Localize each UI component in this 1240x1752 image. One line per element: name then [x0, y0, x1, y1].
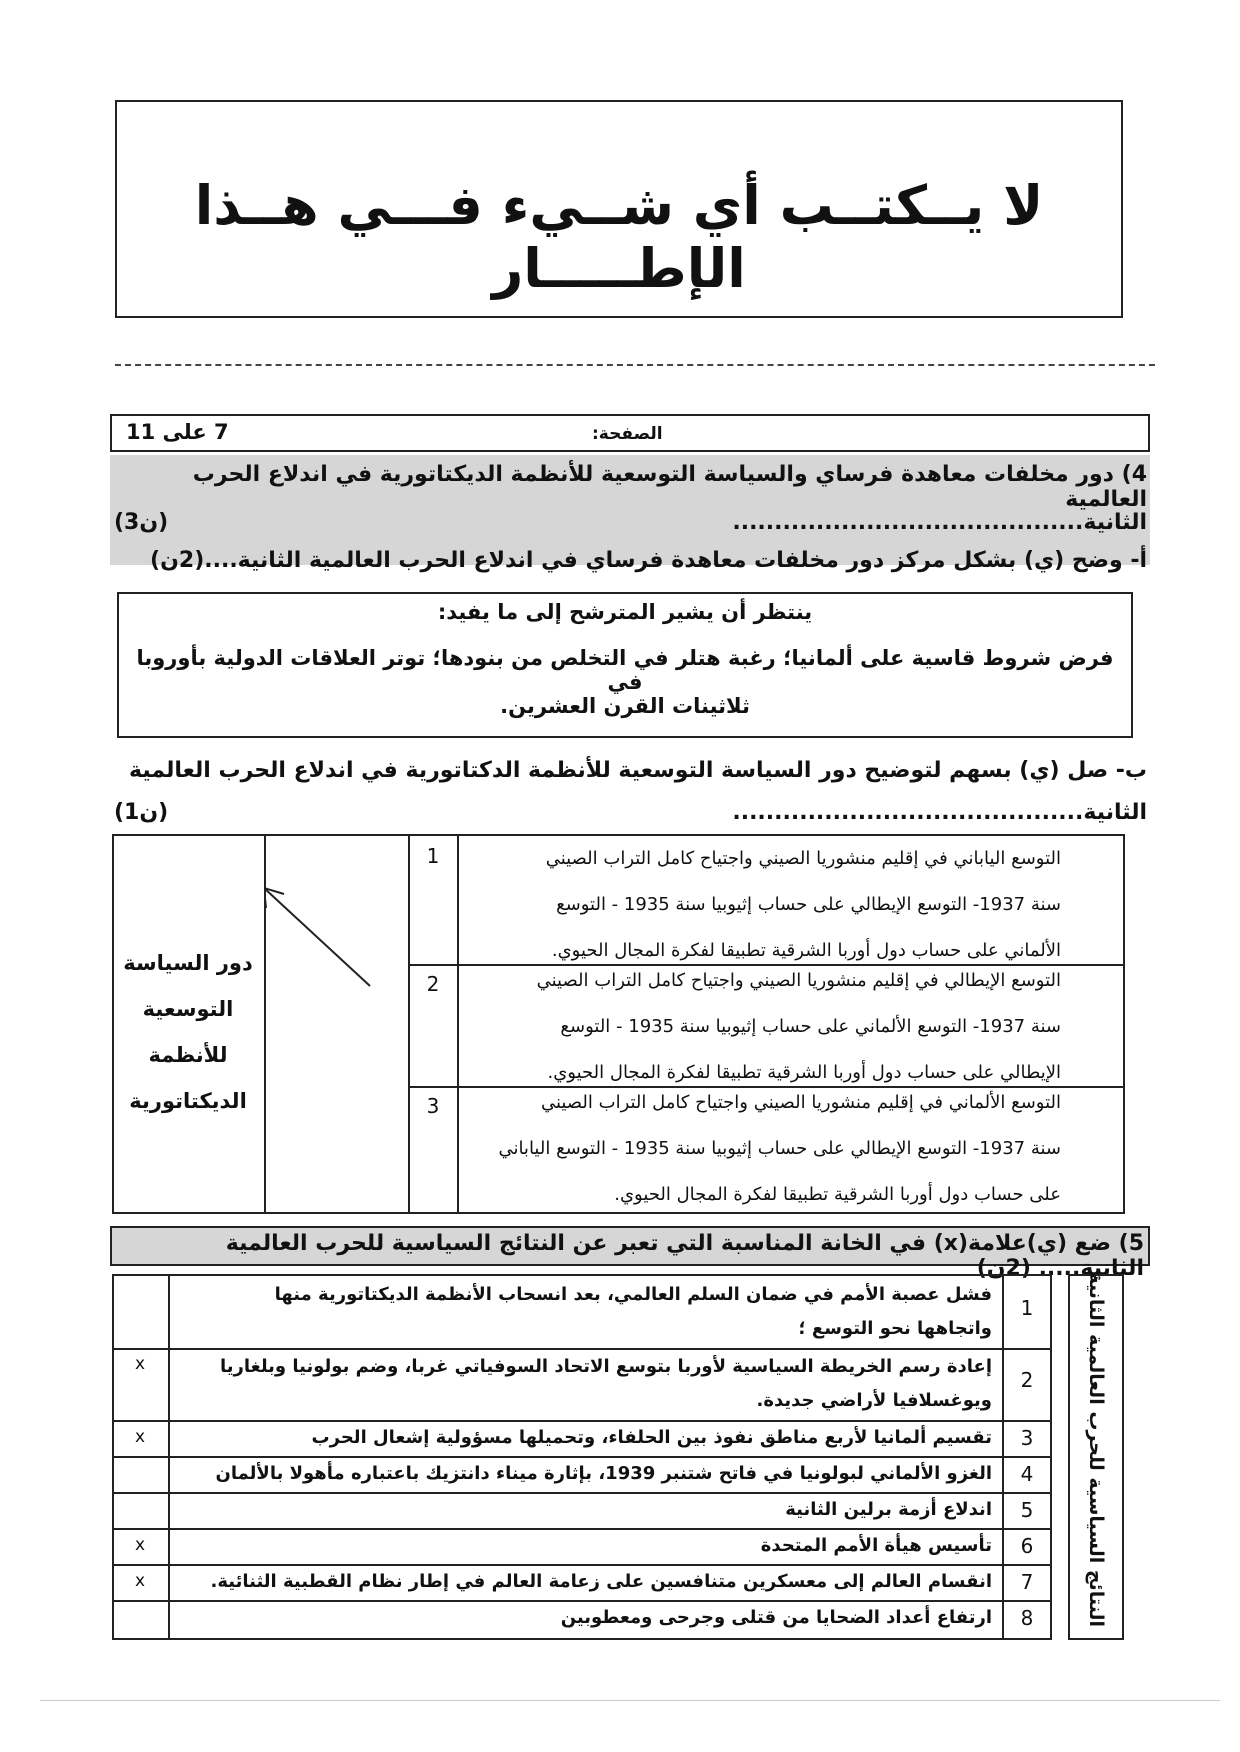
result-mark-cell[interactable]: x — [134, 1571, 146, 1591]
q4-points: (3ن) — [114, 510, 169, 535]
page-number: 7 على 11 — [126, 420, 229, 444]
row-divider — [114, 1456, 1050, 1458]
row-divider — [114, 1420, 1050, 1422]
match-row-number: 1 — [426, 844, 440, 868]
role-label: دور السياسة التوسعية للأنظمة الديكتاتورية — [123, 951, 253, 1113]
q4-part-b-points: (1ن) — [114, 800, 169, 825]
result-row-number: 2 — [1020, 1368, 1034, 1392]
result-row-text: انقسام العالم إلى معسكرين متنافسين على زعامة العالم في إطار نظام القطبية الثنائية. — [210, 1571, 992, 1592]
result-row-text: فشل عصبة الأمم في ضمان السلم العالمي، بعد انسحاب الأنظمة الديكتاتورية منها واتجاهها نحو التوسع ؛ — [274, 1284, 992, 1339]
result-row-text: إعادة رسم الخريطة السياسية لأوربا بتوسع الاتحاد السوفياتي غربا، وضم بولونيا وبلغاريا ويوغسلافيا لأراضي جديدة. — [220, 1356, 992, 1411]
match-row-text: التوسع الياباني في إقليم منشوريا الصيني واجتياح كامل التراب الصيني سنة 1937- التوسع الإيطالي على حساب إثيوبيا سنة 1935 - التوسع الألماني على حساب دول أوربا الشرقية تطبيقا لفكرة المجال الحيوي. — [545, 848, 1061, 961]
result-row-text: ارتفاع أعداد الضحايا من قتلى وجرحى ومعطوبين — [560, 1607, 992, 1628]
results-side-label: النتائج السياسية للحرب العالمية الثانية — [1085, 1272, 1107, 1627]
row-divider — [114, 1564, 1050, 1566]
q4-title-cont: الثانية.......................................... — [732, 510, 1147, 535]
q4-part-b-cont: الثانية.......................................... — [732, 800, 1147, 825]
result-row-number: 6 — [1020, 1534, 1034, 1558]
page-label: الصفحة: — [592, 424, 663, 444]
result-row-text: اندلاع أزمة برلين الثانية — [785, 1499, 992, 1520]
answer-text: فرض شروط قاسية على ألمانيا؛ رغبة هتلر في التخلص من بنودها؛ توتر العلاقات الدولية بأوروبا في — [136, 646, 1114, 694]
match-row-number: 2 — [426, 972, 440, 996]
result-row-number: 1 — [1020, 1296, 1034, 1320]
result-row-number: 8 — [1020, 1606, 1034, 1630]
match-row-text: التوسع الألماني في إقليم منشوريا الصيني واجتياح كامل التراب الصيني سنة 1937- التوسع الإيطالي على حساب إثيوبيا سنة 1935 - التوسع الياباني على حساب دول أوربا الشرقية تطبيقا لفكرة المجال الحيوي. — [498, 1092, 1061, 1205]
row-divider — [114, 1600, 1050, 1602]
result-row-number: 3 — [1020, 1426, 1034, 1450]
row-divider — [114, 1492, 1050, 1494]
dashed-cut-line — [115, 364, 1155, 366]
match-row-number: 3 — [426, 1094, 440, 1118]
result-mark-cell[interactable]: x — [134, 1354, 146, 1374]
results-side-label-box — [1068, 1274, 1124, 1640]
result-mark-cell[interactable]: x — [134, 1427, 146, 1447]
q4-part-a: أ- وضح (ي) بشكل مركز دور مخلفات معاهدة فرساي في اندلاع الحرب العالمية الثانية....(2ن) — [150, 548, 1147, 573]
result-row-text: الغزو الألماني لبولونيا في فاتح شتنبر 1939، بإثارة ميناء دانتزيك باعتباره مأهولا بالألمان — [215, 1463, 992, 1484]
match-row-text: التوسع الإيطالي في إقليم منشوريا الصيني واجتياح كامل التراب الصيني سنة 1937- التوسع الألماني على حساب إثيوبيا سنة 1935 - التوسع الإيطالي على حساب دول أوربا الشرقية تطبيقا لفكرة المجال الحيوي. — [536, 970, 1061, 1083]
q4-part-b: ب- صل (ي) بسهم لتوضيح دور السياسة التوسعية للأنظمة الدكتاتورية في اندلاع الحرب العالمية — [129, 758, 1147, 783]
result-row-text: تأسيس هيأة الأمم المتحدة — [760, 1535, 992, 1556]
result-mark-cell[interactable]: x — [134, 1535, 146, 1555]
q4-title: 4) دور مخلفات معاهدة فرساي والسياسة التوسعية للأنظمة الديكتاتورية في اندلاع الحرب العالمية — [192, 462, 1147, 512]
results-table — [112, 1274, 1052, 1640]
no-writing-frame — [115, 100, 1123, 318]
answer-intro: ينتظر أن يشير المترشح إلى ما يفيد: — [437, 600, 813, 624]
page-bottom-line — [40, 1700, 1220, 1701]
no-writing-notice: لا يــكتــب أي شــيء فـــي هــذا الإطـــــار — [194, 174, 1044, 300]
q5-title: 5) ضع (ي)علامة(x) في الخانة المناسبة التي تعبر عن النتائج السياسية للحرب العالمية الثانية..... (2ن) — [225, 1231, 1144, 1281]
result-row-number: 5 — [1020, 1498, 1034, 1522]
result-row-number: 7 — [1020, 1570, 1034, 1594]
row-divider — [114, 1528, 1050, 1530]
page-header-box — [110, 414, 1150, 452]
result-row-text: تقسيم ألمانيا لأربع مناطق نفوذ بين الحلفاء، وتحميلها مسؤولية إشعال الحرب — [311, 1427, 992, 1448]
matching-table — [112, 834, 1125, 1214]
answer-text-cont: ثلاثينات القرن العشرين. — [500, 694, 750, 718]
result-row-number: 4 — [1020, 1462, 1034, 1486]
